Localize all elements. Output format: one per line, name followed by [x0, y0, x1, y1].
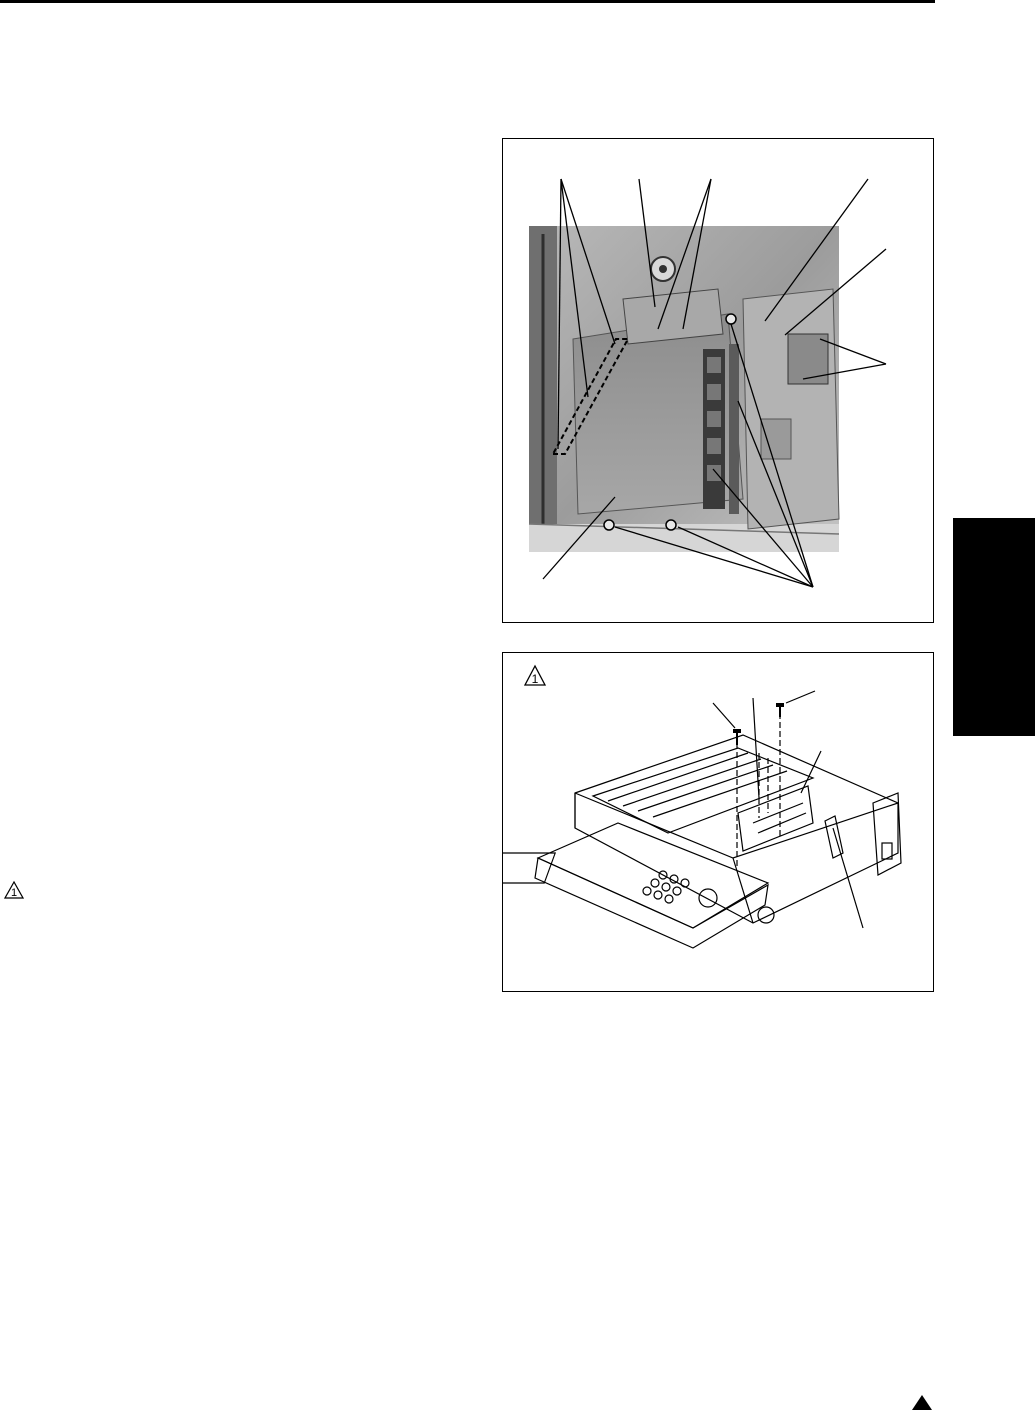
screw-icons — [733, 703, 784, 745]
side-knob — [758, 907, 774, 923]
figure-drawing-frame — [502, 652, 934, 992]
figure-photo-frame — [502, 138, 934, 623]
scanner-exploded-drawing — [503, 653, 935, 993]
mounted-board — [738, 786, 813, 851]
up-triangle-icon[interactable] — [912, 1395, 932, 1410]
section-side-tab — [953, 518, 1035, 736]
caution-triangle-icon — [4, 880, 24, 900]
header-rule — [0, 0, 935, 3]
caution-triangle-icon — [525, 666, 545, 686]
svg-text:1: 1 — [10, 887, 18, 899]
scanner-interior-photo — [503, 139, 935, 624]
svg-text:1: 1 — [531, 672, 539, 686]
board-connectors — [703, 344, 739, 514]
rear-bracket — [873, 793, 901, 875]
top-bracket — [623, 289, 723, 344]
keypad-buttons — [643, 871, 717, 907]
